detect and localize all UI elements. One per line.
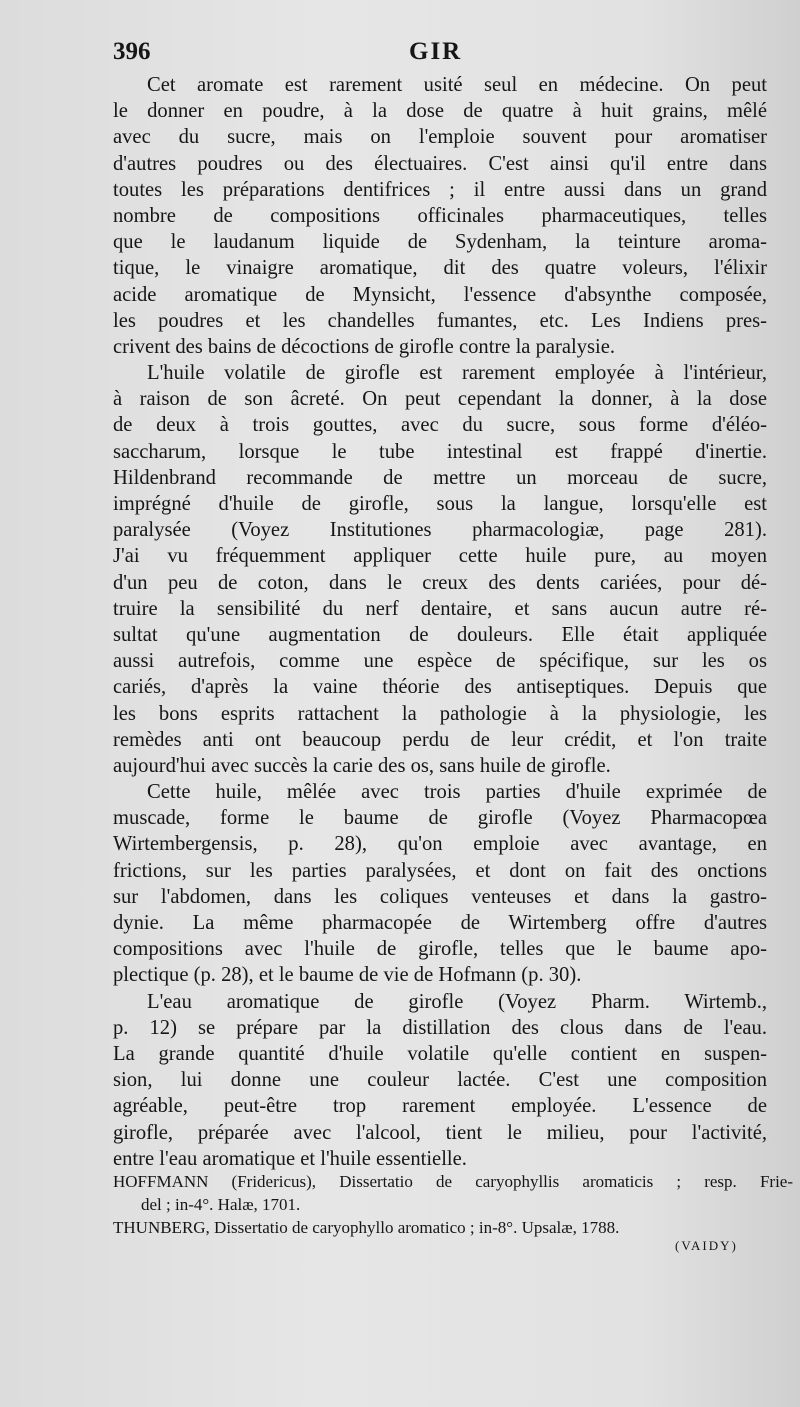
running-head: GIR <box>409 38 463 65</box>
text-line: aujourd'hui avec succès la carie des os, sans huile de girofle. <box>113 754 611 777</box>
author-signature: (VAIDY) <box>675 1238 738 1253</box>
text-line: p. 12) se prépare par la distillation des clous dans de l'eau. <box>113 1016 767 1039</box>
text-line: Hildenbrand recommande de mettre un morceau de sucre, <box>113 466 767 489</box>
text-line: cariés, d'après la vaine théorie des antiseptiques. Depuis que <box>113 676 767 699</box>
text-line: truire la sensibilité du nerf dentaire, et sans aucun autre ré- <box>113 597 767 620</box>
text-line: J'ai vu fréquemment appliquer cette huile pure, au moyen <box>113 545 767 568</box>
text-line: imprégné d'huile de girofle, sous la langue, lorsqu'elle est <box>113 493 767 515</box>
page-header <box>113 38 763 74</box>
paragraph <box>113 72 767 360</box>
text-line: entre l'eau aromatique et l'huile essentielle. <box>113 1147 467 1170</box>
reference-line: HOFFMANN (Fridericus), Dissertatio de caryophyllis aromaticis ; resp. Frie- <box>113 1172 793 1191</box>
reference-line: THUNBERG, Dissertatio de caryophyllo aromatico ; in-8°. Upsalæ, 1788. <box>113 1218 620 1237</box>
text-line: nombre de compositions officinales pharmaceutiques, telles <box>113 204 767 227</box>
text-line: aussi autrefois, comme une espèce de spécifique, sur les os <box>113 650 767 673</box>
paragraph <box>113 360 767 779</box>
text-line: La grande quantité d'huile volatile qu'elle contient en suspen- <box>113 1042 767 1065</box>
text-line: avec du sucre, mais on l'emploie souvent pour aromatiser <box>113 126 767 149</box>
bibliography <box>113 1170 793 1239</box>
text-line: le donner en poudre, à la dose de quatre à huit grains, mêlé <box>113 100 767 123</box>
text-line: L'huile volatile de girofle est rarement employée à l'intérieur, <box>147 362 767 385</box>
body-text <box>113 72 767 1172</box>
text-line: acide aromatique de Mynsicht, l'essence d'absynthe composée, <box>113 283 767 306</box>
text-line: les bons esprits rattachent la pathologie à la physiologie, les <box>113 702 767 725</box>
text-line: frictions, sur les parties paralysées, et dont on fait des onctions <box>113 859 767 882</box>
text-line: Wirtembergensis, p. 28), qu'on emploie avec avantage, en <box>113 833 767 856</box>
text-line: compositions avec l'huile de girofle, telles que le baume apo- <box>113 938 767 961</box>
text-line: sion, lui donne une couleur lactée. C'est une composition <box>113 1069 767 1092</box>
text-line: les poudres et les chandelles fumantes, etc. Les Indiens pres- <box>113 309 767 332</box>
text-line: paralysée (Voyez Institutiones pharmacologiæ, page 281). <box>113 519 767 542</box>
text-line: dynie. La même pharmacopée de Wirtemberg offre d'autres <box>113 912 767 934</box>
text-line: muscade, forme le baume de girofle (Voyez Pharmacopœa <box>113 807 767 830</box>
text-line: sur l'abdomen, dans les coliques venteuses et dans la gastro- <box>113 885 767 908</box>
text-line: tique, le vinaigre aromatique, dit des quatre voleurs, l'élixir <box>113 257 767 280</box>
text-line: remèdes anti ont beaucoup perdu de leur crédit, et l'on traite <box>113 728 767 751</box>
text-line: à raison de son âcreté. On peut cependant la donner, à la dose <box>113 388 767 411</box>
page-number: 396 <box>113 38 151 65</box>
text-line: de deux à trois gouttes, avec du sucre, sous forme d'éléo- <box>113 414 767 437</box>
text-line: crivent des bains de décoctions de girofle contre la paralysie. <box>113 335 616 358</box>
text-line: Cet aromate est rarement usité seul en médecine. On peut <box>147 74 767 96</box>
text-line: L'eau aromatique de girofle (Voyez Pharm. Wirtemb., <box>147 990 767 1013</box>
reference-line: del ; in-4°. Halæ, 1701. <box>141 1195 301 1214</box>
text-line: Cette huile, mêlée avec trois parties d'huile exprimée de <box>147 781 767 804</box>
text-line: toutes les préparations dentifrices ; il entre aussi dans un grand <box>113 178 767 201</box>
text-line: que le laudanum liquide de Sydenham, la teinture aroma- <box>113 231 767 254</box>
text-line: saccharum, lorsque le tube intestinal est frappé d'inertie. <box>113 440 767 463</box>
paragraph <box>113 779 767 989</box>
text-line: d'un peu de coton, dans le creux des dents cariées, pour dé- <box>113 571 767 594</box>
text-line: girofle, préparée avec l'alcool, tient le milieu, pour l'activité, <box>113 1121 767 1144</box>
text-line: d'autres poudres ou des électuaires. C'est ainsi qu'il entre dans <box>113 152 767 175</box>
text-line: sultat qu'une augmentation de douleurs. Elle était appliquée <box>113 623 767 646</box>
paragraph <box>113 989 767 1172</box>
text-line: plectique (p. 28), et le baume de vie de Hofmann (p. 30). <box>113 964 582 987</box>
text-line: agréable, peut-être trop rarement employée. L'essence de <box>113 1095 767 1118</box>
